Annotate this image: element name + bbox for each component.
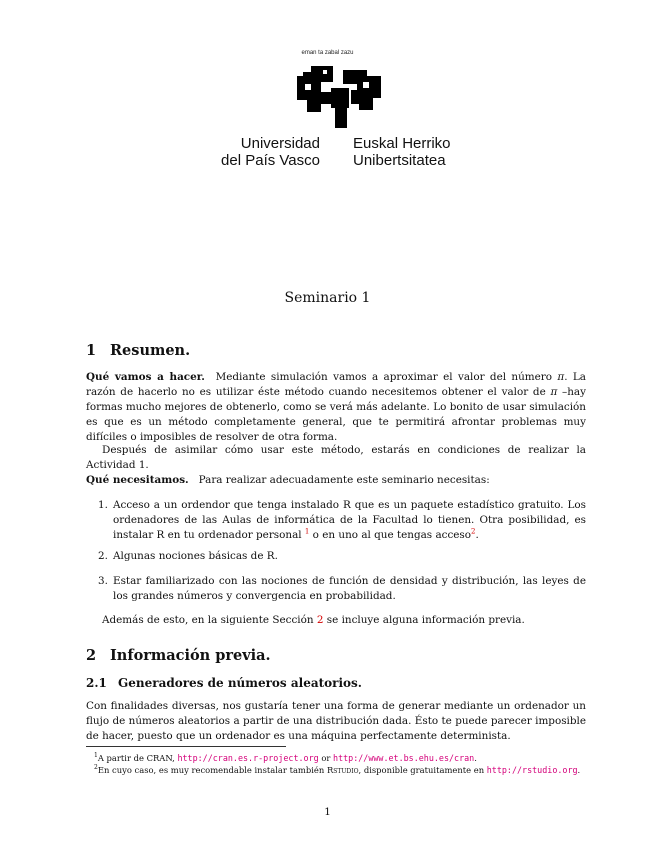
subsection-2-1-heading [86, 676, 362, 690]
subsection-2-1-title: Generadores de números aleatorios. [118, 676, 362, 690]
text-run: Además de esto, en la siguiente Sección [102, 614, 317, 626]
text-run: se incluye alguna información previa. [323, 614, 525, 626]
list-item [86, 574, 586, 604]
section-1-number: 1 [86, 342, 97, 359]
requirements-list [86, 498, 586, 604]
text-run: Para realizar adecuadamente este seminario necesitas: [198, 474, 490, 486]
footnote-1 [94, 752, 589, 764]
text-run: Algunas nociones básicas de R. [113, 550, 278, 562]
list-item [86, 549, 586, 564]
text-run: . [474, 753, 477, 763]
university-motto: eman ta zabal zazu [301, 50, 354, 56]
cran-ehu-link[interactable]: http://www.et.bs.ehu.es/cran [333, 753, 475, 763]
paragraph-ademas [86, 613, 586, 628]
text-run: o en uno al que tengas acceso [309, 529, 472, 541]
list-item-number: 1. [98, 499, 108, 511]
university-name-es [160, 135, 320, 169]
page-number: 1 [324, 806, 331, 818]
cran-es-link[interactable]: http://cran.es.r-project.org [177, 753, 319, 763]
uni-es-line1: Universidad [240, 135, 320, 152]
footnote-rule [86, 746, 286, 747]
text-run: or [318, 753, 334, 763]
uni-eu-line1: Euskal Herriko [353, 135, 451, 152]
subsection-2-1-number: 2.1 [86, 676, 107, 690]
section-2-heading [86, 647, 271, 664]
pi-symbol: π [550, 386, 558, 398]
paragraph-que-vamos [86, 370, 586, 445]
text-run: . [577, 765, 581, 775]
list-item-number: 3. [98, 575, 108, 587]
rstudio-name: Rstudio [326, 765, 359, 775]
text-run: En cuyo caso, es muy recomendable instalar también [97, 765, 327, 775]
footnote-2-number: 2 [94, 764, 98, 772]
paragraph-generadores: Con finalidades diversas, nos gustaría tener una forma de generar mediante un ordenador un flujo de números aleatorios a partir de una distribución dada. Ésto te puede parecer imposible de hacer, puesto que un ordenador es una máquina perfectamente determinista. [86, 700, 586, 742]
university-logo-icon [297, 66, 381, 130]
pi-symbol: π [557, 371, 565, 383]
footnote-ref-2[interactable]: 2 [471, 527, 476, 536]
run-in-heading-que-vamos: Qué vamos a hacer. [86, 371, 205, 383]
section-2-number: 2 [86, 647, 97, 664]
footnote-1-number: 1 [94, 752, 98, 760]
section-ref-link[interactable]: 2 [316, 614, 324, 626]
paragraph-despues: Después de asimilar cómo usar este método, estarás en condiciones de realizar la Actividad 1. [86, 444, 586, 471]
text-run: Mediante simulación vamos a aproximar el valor del número [215, 371, 558, 383]
text-run: Acceso a un ordendor que tenga instalado R que es un paquete estadístico gratuito. Los ordenadores de las Aulas de informática de la Facultad lo tienen. Otra posibilidad, es instalar R en tu ordenador personal [113, 499, 586, 541]
list-item [86, 498, 586, 543]
section-1-title: Resumen. [110, 342, 191, 359]
document-title: Seminario 1 [284, 290, 371, 306]
text-run: –hay formas mucho mejores de obtenerlo, como se verá más adelante. Lo bonito de usar simulación es que es un método completamente general, que te permitirá afrontar problemas muy difíciles o imposibles de resolver de otra forma. [86, 386, 586, 443]
text-run: , disponible gratuitamente en [358, 765, 487, 775]
uni-eu-line2: Unibertsitatea [353, 152, 446, 169]
run-in-heading-que-necesitamos: Qué necesitamos. [86, 474, 189, 486]
footnote-ref-1[interactable]: 1 [304, 527, 310, 536]
section-2-title: Información previa. [110, 647, 271, 664]
university-name-eu [353, 135, 513, 169]
section-1-heading [86, 342, 190, 359]
uni-es-line2: del País Vasco [221, 152, 320, 169]
rstudio-link[interactable]: http://rstudio.org [486, 765, 578, 775]
text-run: . [475, 529, 479, 541]
text-run: A partir de CRAN, [97, 753, 178, 763]
list-item-number: 2. [98, 550, 108, 562]
footnote-2 [94, 764, 589, 776]
text-run: Estar familiarizado con las nociones de función de densidad y distribución, las leyes de los grandes números y convergencia en probabilidad. [113, 575, 586, 602]
paragraph-que-necesitamos [86, 473, 586, 488]
text-run: . La razón de hacerlo no es utilizar éste método cuando necesitemos obtener el valor de [86, 371, 586, 398]
